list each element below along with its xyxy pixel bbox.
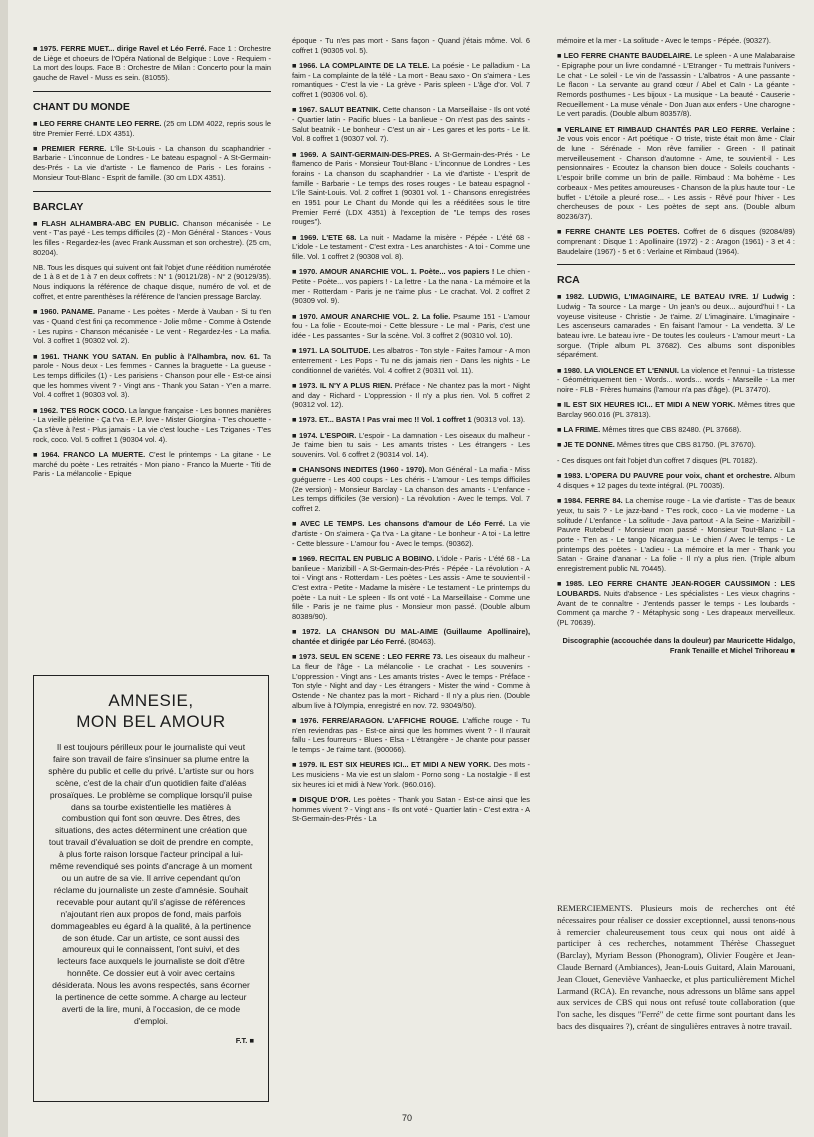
entry-title: 1983. L'OPERA DU PAUVRE pour voix, chant et orchestre. bbox=[564, 471, 772, 481]
entry-title: 1971. LA SOLITUDE. bbox=[298, 346, 371, 356]
bullet-square-icon: ■ bbox=[292, 519, 299, 529]
entry-text: Cette chanson - La Marseillaise - Ils ont voté - Quartier latin - Pacific blues - La banlieue - On n'est pas des saints - Salut beatnik - Le bonheur - C'est un air - Les gares et les ports - Le lit. Vol. 8 coffret 1 (90307 vol. 7). bbox=[292, 105, 530, 144]
section-rule bbox=[33, 191, 271, 192]
discography-entry bbox=[557, 400, 795, 419]
entry-text: C'est le printemps - La gitane - Le marché du poète - Les retraités - Mon piano - Franco la Muerte - Titi de Paris - La mélancolie - Epique bbox=[33, 449, 271, 479]
discography-entry bbox=[292, 36, 530, 55]
discography-entry bbox=[557, 292, 795, 360]
entry-text: La vie d'artiste - On s'aimera - Ça t'va - La gitane - Le bonheur - A toi - La lettre - Cette blessure - L'amour fou - Avec le temps. (90362). bbox=[292, 519, 530, 548]
entry-title: IL EST SIX HEURES ICI... ET MIDI A NEW YORK. bbox=[563, 400, 736, 410]
entry-title: 1966. LA COMPLAINTE DE LA TELE. bbox=[298, 60, 430, 70]
entry-title: 1980. LA VIOLENCE ET L'ENNUI. bbox=[563, 365, 679, 375]
entry-text: (90313 vol. 13). bbox=[471, 415, 526, 425]
entry-text: L'île St-Louis - La chanson du scaphandrier - Barbarie - L'inconnue de Londres - Le bateau espagnol - A St-Germain-des-Prés - La vie d'artiste - Le flamenco de Paris - Les forains - Monsieur Tout-Blanc - Esprit de famille. (30 cm LDX 4351). bbox=[33, 143, 271, 182]
entry-text: Des mots - Les musiciens - Ma vie est un slalom - Porno song - La nostalgie - Il est six heures ici et midi à New York. (960.016). bbox=[292, 760, 530, 789]
entry-text: Mêmes titres que CBS 82480. (PL 37668). bbox=[600, 425, 742, 435]
bullet-square-icon: ■ bbox=[557, 51, 562, 61]
discography-entry bbox=[557, 227, 795, 256]
discography-entry bbox=[33, 307, 271, 346]
discography-entry bbox=[292, 61, 530, 100]
entry-text: L'idole - Paris - L'été 68 - La banlieue - Marizibill - A St-Germain-des-Prés - Pépée - La révolution - A toi - Vingt ans - Rotterdam - Les poètes - Les assis - Ame te souvient-il - C'est extra - Petite - Madame la misère - Le testament - Le printemps du poète - La nuit - Le spleen - Ils ont voté - La Marseillaise - Comme une fille - Paris je ne t'aime plus - Monsieur mon passé. (Double album 80389/90). bbox=[292, 553, 530, 622]
bullet-square-icon: ■ bbox=[557, 440, 562, 450]
bullet-square-icon: ■ bbox=[292, 465, 297, 475]
bullet-square-icon: ■ bbox=[33, 44, 38, 53]
entry-title: JE TE DONNE. bbox=[563, 440, 615, 450]
bullet-square-icon: ■ bbox=[33, 449, 40, 459]
bullet-square-icon: ■ bbox=[557, 365, 562, 375]
entry-title: 1972. LA CHANSON DU MAL-AIME (Guillaume Apollinaire), chantée et dirigée par Léo Ferré. bbox=[292, 627, 530, 646]
bullet-square-icon: ■ bbox=[557, 124, 563, 134]
discography-entry bbox=[557, 579, 795, 628]
entry-title: 1961. THANK YOU SATAN. En public à l'Alhambra, nov. 61. bbox=[40, 351, 260, 361]
entry-title: 1973. IL N'Y A PLUS RIEN. bbox=[298, 380, 393, 390]
page-fold-shadow bbox=[0, 0, 8, 1137]
bullet-square-icon: ■ bbox=[292, 267, 297, 277]
discography-entry bbox=[557, 471, 795, 490]
entry-text: A St-Germain-des-Prés - Le flamenco de Paris - Monsieur Tout-Blanc - L'inconnue de Londres - Les forains - La chanson du scaphandrier - La vie d'artiste - L'esprit de famille - Barbarie - Le temps des roses rouges - Le bateau espagnol - L'île Saint-Louis. Vol. 2 coffret 1 (90301 vol. 1 - Chansons enregistrées en 1951 pour Le Chant du Monde qui les a rééditées sous le titre Premier Ferré (LDX 4351) à l'exception de "Le temps des roses rouges"). bbox=[292, 149, 530, 227]
entry-text: La poésie - Le palladium - La faim - La complainte de la télé - La mort - Beau saxo - On s'aimera - Les romantiques - C'est la vie - La grève - Paris spleen - L'âge d'or. Vol. 7 coffret 1 (90306 vol. 6). bbox=[292, 60, 530, 100]
discography-entry bbox=[292, 150, 530, 228]
bullet-square-icon: ■ bbox=[33, 307, 39, 317]
bullet-square-icon: ■ bbox=[33, 218, 40, 228]
discography-credits: Discographie (accouchée dans la douleur) par Mauricette Hidalgo, Frank Tenaille et Michel Trihoreau ■ bbox=[562, 635, 795, 655]
entry-title: 1979. IL EST SIX HEURES ICI... ET MIDI A NEW YORK. bbox=[298, 760, 492, 770]
discography-entry bbox=[292, 346, 530, 375]
entry-title: 1969. RECITAL EN PUBLIC A BOBINO. bbox=[298, 553, 435, 563]
entry-text: Ta parole - Nous deux - Les femmes - Cannes la braguette - La gueuse - Les temps difficiles (1) - Les parisiens - Chanson pour elle - Est-ce ainsi que les hommes vivent ? - Vingt ans - Thank you Satan - Y'en a marre. Vol. 4 coffret 1 (90303 vol. 3). bbox=[33, 351, 271, 400]
entry-text: Psaume 151 - L'amour fou - La folie - Ecoute-moi - Cette blessure - Le mal - Paris, c'est une idée - Les passantes - Sur la scène. Vol. 3 coffret 2 (90310 vol. 10). bbox=[292, 311, 530, 340]
entry-text: L'espoir - La damnation - Les oiseaux du malheur - Je t'aime bien tu sais - Les amants tristes - Les étrangers - Les souvenirs. Vol. 6 coffret 2 (90314 vol. 14). bbox=[292, 430, 530, 460]
entry-title: 1985. LEO FERRE CHANTE JEAN-ROGER CAUSSIMON : LES LOUBARDS. bbox=[557, 579, 795, 598]
bullet-square-icon: ■ bbox=[557, 400, 562, 410]
discography-entry bbox=[557, 366, 795, 395]
entry-title: AVEC LE TEMPS. Les chansons d'amour de Léo Ferré. bbox=[300, 519, 505, 529]
entry-title: 1973. ET... BASTA ! Pas vrai mec !! Vol. 1 coffret 1 bbox=[298, 415, 472, 425]
bullet-square-icon: ■ bbox=[292, 346, 297, 356]
discography-note: - Ces disques ont fait l'objet d'un coffret 7 disques (PL 70182). bbox=[557, 455, 758, 465]
discography-entry bbox=[292, 105, 530, 144]
bullet-square-icon: ■ bbox=[292, 715, 299, 725]
bullet-square-icon: ■ bbox=[557, 579, 564, 589]
section-title: CHANT DU MONDE bbox=[33, 100, 130, 113]
entry-title: 1969. A SAINT-GERMAIN-DES-PRES. bbox=[299, 149, 432, 159]
bullet-square-icon: ■ bbox=[557, 227, 564, 237]
discography-entry bbox=[33, 44, 271, 83]
bullet-square-icon: ■ bbox=[292, 149, 298, 159]
discography-entry bbox=[557, 36, 795, 46]
entry-text: époque - Tu n'es pas mort - Sans façon - Quand j'étais môme. Vol. 6 coffret 1 (90305 vol. 5). bbox=[292, 36, 530, 55]
entry-text: Ludwig - Ta source - La marge - Un jean's ou deux... aujourd'hui ! - La voyeuse visiteuse - Christie - Je t'aime. 2/ L'imaginaire. L'imaginaire - Les ascenseurs camarades - En faisant l'amour - La vendetta. 3/ Le bateau ivre. Le bateau ivre - De toutes les couleurs - L'amour meurt - La sorgue. (Triple album PL 37682). Ces albums sont disponibles séparément. bbox=[557, 301, 795, 360]
discography-entry bbox=[33, 406, 271, 445]
entry-text: Album 4 disques + 12 pages du texte intégral. (PL 70035). bbox=[557, 471, 795, 490]
discography-entry bbox=[33, 352, 271, 401]
section-title: BARCLAY bbox=[33, 200, 84, 213]
discography-entry bbox=[292, 312, 530, 341]
page-number: 70 bbox=[401, 1113, 412, 1123]
entry-text: Le chien - Petite - Poète... vos papiers ! - La lettre - La the nana - La mémoire et la mer - Rotterdam - Paris je ne t'aime plus - Le crachat. Vol. 2 coffret 2 (90309 vol. 9). bbox=[292, 267, 530, 306]
discography-entry bbox=[557, 125, 795, 222]
acknowledgements: REMERCIEMENTS. Plusieurs mois de recherches ont été nécessaires pour réaliser ce dossier exceptionnel, aussi tenons-nous à remercier chaleureusement tous ceux qui nous ont aidé à participer à ces recherches, notamment Thérèse Chasseguet (Barclay), Myriam Besson (Phonogram), Olivier Fougère et Jean-Claude Bernard (Ambiances), Jean-Louis Guitard, Alain Marouani, Jean Clouet, Geneviève Vanhaecke, et plus particulièrement Michel Larmand (RCA). En revanche, nous adressons un blâme sans appel aux services de CBS qui nous ont refusé toute collaboration (que l'on sache, les disques "Ferré" de cette firme sont pourtant dans les bacs des disquaires ?), créant de singulières entraves à notre travail. bbox=[557, 903, 795, 1031]
entry-text: Les albatros - Ton style - Faites l'amour - A mon enterrement - Les Pops - Tu ne dis jamais rien - Dans les nights - Le conditionnel de variétés. Vol. 4 coffret 2 (90311 vol. 11). bbox=[292, 346, 530, 375]
discography-entry bbox=[292, 415, 530, 425]
discography-entry bbox=[33, 144, 271, 183]
column-middle bbox=[292, 36, 530, 1107]
section-rule bbox=[33, 91, 271, 92]
bullet-square-icon: ■ bbox=[292, 760, 297, 770]
bullet-square-icon: ■ bbox=[292, 627, 301, 637]
entry-text: Le spleen - A une Malabaraise - Epigraphe pour un livre condamné - L'Etranger - Tu mettrais l'univers - Le chat - Le soleil - Le vin de l'assassin - L'albatros - A une passante - Le flacon - La servante au grand cœur / Abel et Caïn - La géante - Remords posthumes - Les bijoux - La musique - La beauté - Causerie - Recueillement - La muse vénale - Don Juan aux enfers - Une charogne - Le vert paradis. (Double album 80357/8). bbox=[557, 51, 795, 119]
entry-title: 1964. FRANCO LA MUERTE. bbox=[41, 449, 146, 459]
entry-title: FLASH ALHAMBRA-ABC EN PUBLIC. bbox=[41, 218, 179, 228]
entry-title: CHANSONS INEDITES (1960 - 1970). bbox=[298, 465, 427, 475]
bullet-square-icon: ■ bbox=[33, 118, 38, 128]
bullet-square-icon: ■ bbox=[292, 311, 298, 321]
bullet-square-icon: ■ bbox=[292, 794, 298, 804]
entry-text: Face 1 : Orchestre de Liège et choeurs de l'Opéra National de Belgique : Love - Requiem - La mort des loups. Face B : Orchestre de Milan : Concerto pour la main gauche de Ravel - Muss es sein. (81055). bbox=[33, 44, 271, 83]
bullet-square-icon: ■ bbox=[292, 105, 297, 115]
section-rule bbox=[557, 264, 795, 265]
entry-text: Mêmes titres que CBS 81750. (PL 37670). bbox=[614, 440, 756, 450]
discography-entry bbox=[33, 119, 271, 138]
entry-text: Les oiseaux du malheur - La fleur de l'âge - La mélancolie - Le crachat - Les souvenirs - L'oppression - Vingt ans - Les amants tristes - Avec le temps - Préface - Ton style - Night and day - Les étrangers - Mister the wind - Comme à Ostende - Ne chantez pas la mort - Richard - Il n'y a plus rien. (Double album live à l'Olympia, enregistré en nov. 72. 93049/50). bbox=[292, 652, 530, 710]
entry-title: 1960. PANAME. bbox=[40, 307, 95, 317]
entry-title: 1970. AMOUR ANARCHIE VOL. 2. La folie. bbox=[299, 311, 451, 321]
discography-entry bbox=[557, 440, 795, 450]
sidebar-box-amnesie bbox=[33, 675, 269, 1102]
entry-title: 1976. FERRE/ARAGON. L'AFFICHE ROUGE. bbox=[300, 715, 459, 725]
signature-text: F.T. bbox=[235, 1035, 248, 1045]
bullet-square-icon: ■ bbox=[292, 232, 298, 242]
entry-title: 1975. FERRE MUET... dirige Ravel et Léo Ferré. bbox=[39, 44, 207, 53]
entry-text: Mon Général - La mafia - Miss guéguerre - Les 400 coups - Les chéris - L'amour - Les temps difficiles (2e version) - Monsieur Barclay - La chanson des amants - L'enfance - Les temps difficiles (3e version) - La révolution - Avec le temps. Vol. 7 coffret 2. bbox=[292, 465, 530, 514]
discography-entry bbox=[292, 652, 530, 710]
bullet-square-icon: ■ bbox=[292, 60, 297, 70]
entry-title: 1974. L'ESPOIR. bbox=[298, 430, 357, 440]
entry-text: La violence et l'ennui - La tristesse - Géométriquement tien - Words... words... words - Marseille - La mer noire - FLB - Frères humains (l'amour n'a pas d'âge). (PL 37470). bbox=[557, 365, 795, 395]
entry-text: Préface - Ne chantez pas la mort - Night and day - Richard - L'oppression - Il n'y a plus rien. Vol. 5 coffret 2 (90312 vol. 12). bbox=[292, 380, 530, 410]
entry-title: PREMIER FERRE. bbox=[41, 143, 107, 153]
discography-entry bbox=[292, 795, 530, 824]
bullet-square-icon: ■ bbox=[292, 430, 297, 440]
discography-entry bbox=[557, 425, 795, 435]
entry-title: 1969. L'ETE 68. bbox=[299, 232, 357, 242]
sidebar-box-body: Il est toujours périlleux pour le journaliste qui veut faire son travail de faire s'insinuer sa plume entre la sphère du public et celle du privé. L'artiste sur ou hors scène, c'est de la chair d'un quotidien faite d'aléas prosaïques. Le problème se complique lorsqu'il puise dans sa tourbe existentielle les matières à combustion qui font son œuvre. Des êtres, des situations, des actes déterminent une création que tout travail d'évaluation se doit de prendre en compte, à plus forte raison lorsque l'acteur principal a lui-même revendiqué ses points d'ancrage à un moment ou un autre de sa vie. Il arrive cependant qu'on réclame du journaliste un zeste d'amnésie. Souhait recevable pour autant qu'il s'agisse de références n'ajoutant rien aux propos de fond, mais parfois dommageables eu égard à la qualité, à la pertinence de son étude. Car un artiste, ce sont aussi des amoureux qui le connaissent, l'ont suivi, et des lecteurs face auxquels le journaliste se doit d'être honnête. Ce dossier eut à voir avec certains désiderata. Nous les avons respectés, sans écorner la pertinence de cette somme. A charge au lecteur averti de la lire, muni, à l'occasion, de ce mode d'emploi. bbox=[48, 742, 254, 1026]
bullet-square-icon: ■ bbox=[292, 415, 297, 425]
entry-title: LA FRIME. bbox=[563, 425, 601, 435]
discography-entry bbox=[292, 431, 530, 460]
entry-text: (80463). bbox=[406, 636, 436, 646]
entry-text: Mêmes titres que Barclay 960.016 (PL 37813). bbox=[557, 400, 795, 419]
sidebar-box-title-line2: MON BEL AMOUR bbox=[76, 712, 226, 731]
entry-title: 1967. SALUT BEATNIK. bbox=[298, 105, 381, 115]
entry-title: 1962. T'ES ROCK COCO. bbox=[39, 405, 127, 415]
discography-entry bbox=[292, 465, 530, 514]
entry-text: Nuits d'absence - Les spécialistes - Les vieux chagrins - Avant de te connaître - J'entends passer le temps - Les loubards - Comment ça marche ? - Métaphysic song - Les drapeaux merveilleux. (PL 70639). bbox=[557, 588, 795, 628]
entry-text: La nuit - Madame la misère - Pépée - L'été 68 - L'idole - Le testament - C'est extra - Les anarchistes - A toi - Comme une fille. Vol. 1 coffret 2 (90308 vol. 8). bbox=[292, 232, 530, 262]
bullet-square-icon: ■ bbox=[33, 143, 40, 153]
entry-text: (25 cm LDM 4022, repris sous le titre Premier Ferré. LDX 4351). bbox=[33, 118, 271, 138]
bullet-square-icon: ■ bbox=[557, 425, 562, 435]
discography-entry bbox=[292, 760, 530, 789]
bullet-square-icon: ■ bbox=[557, 292, 564, 302]
entry-title: 1970. AMOUR ANARCHIE VOL. 1. Poète... vos papiers ! bbox=[298, 267, 495, 277]
entry-text: mémoire et la mer - La solitude - Avec le temps - Pépée. (90327). bbox=[557, 36, 771, 45]
sidebar-box-title-line1: AMNESIE, bbox=[108, 691, 194, 710]
entry-title: 1982. LUDWIG, L'IMAGINAIRE, LE BATEAU IVRE. 1/ Ludwig : bbox=[565, 292, 795, 302]
bullet-square-icon: ■ bbox=[557, 471, 563, 481]
entry-title: LEO FERRE CHANTE BAUDELAIRE. bbox=[563, 51, 693, 61]
bullet-square-icon: ■ bbox=[292, 652, 297, 662]
discography-entry bbox=[292, 381, 530, 410]
discography-note: NB. Tous les disques qui suivent ont fait l'objet d'une réédition numérotée de 1 à 8 et de 1 à 7 en deux coffrets : N° 1 (90121/28) - N° 2 (90129/35). Nous indiquons la référence de chaque disque, numéro de vol. et de coffret, et entre parenthèses la référence de l'ancien pressage Barclay. bbox=[33, 262, 271, 301]
entry-title: 1984. FERRE 84. bbox=[563, 496, 623, 506]
discography-entry bbox=[292, 716, 530, 755]
bullet-square-icon: ■ bbox=[33, 351, 39, 361]
discography-entry bbox=[292, 519, 530, 548]
entry-text: Paname - Les poètes - Merde à Vauban - Si tu t'en vas - Quand c'est fini ça recommence - Jolie môme - Comme à Ostende - Les rupins - Chanson mécanisée - Le vent - Regardez-les - La mafia. Vol. 3 coffret 1 (90302 vol. 2). bbox=[33, 307, 271, 346]
discography-entry bbox=[33, 219, 271, 258]
entry-text: Les poètes - Thank you Satan - Est-ce ainsi que les hommes vivent ? - Vingt ans - Ils ont voté - Quartier latin - C'est extra - A St-Germain-des-Prés - La bbox=[292, 794, 530, 824]
entry-text: L'affiche rouge - Tu n'en reviendras pas - Est-ce ainsi que les hommes vivent ? - Il n'aurait fallu - Les fourreurs - Blues - Elsa - L'étrangère - Je chante pour passer le temps - Je t'aime tant. (900066). bbox=[292, 715, 530, 754]
entry-text: La chemise rouge - La vie d'artiste - T'as de beaux yeux, tu sais ? - Le jazz-band - T'es rock, coco - La vie moderne - La solitude / L'enfance - La solitude - Java partout - A la Seine - Marizibill - Pauvre Rutebeuf - Monsieur mon passé - Monsieur Tout-Blanc - La porte - T'en as - Le tango Nicaragua - Le chien / Avec le temps - Le printemps des poètes - L'adieu - La mémoire et la mer - Thank you Satan - Graine d'ananar - La folie - Il n'y a plus rien. (Triple album enregistrement public NL 70445). bbox=[557, 496, 795, 574]
discography-entry bbox=[292, 267, 530, 306]
discography-entry bbox=[557, 496, 795, 574]
entry-text: La langue française - Les bonnes manières - La vieille pèlerine - Ça t'va - E.P. love - Mister Giorgina - T'es chouette - Ça s'lève à l'est - Plus jamais - La vie c'est louche - Les Tziganes - T'es rock, coco. Vol. 5 coffret 1 (90304 vol. 4). bbox=[33, 405, 271, 444]
entry-title: VERLAINE ET RIMBAUD CHANTÉS PAR LEO FERRE. Verlaine : bbox=[564, 124, 795, 134]
discography-entry bbox=[292, 627, 530, 646]
discography-entry bbox=[33, 450, 271, 479]
section-title: RCA bbox=[557, 274, 580, 287]
discography-entry bbox=[292, 233, 530, 262]
bullet-square-icon: ■ bbox=[33, 405, 38, 415]
entry-title: FERRE CHANTE LES POETES. bbox=[565, 227, 680, 237]
bullet-square-icon: ■ bbox=[292, 553, 297, 563]
entry-title: DISQUE D'OR. bbox=[299, 794, 351, 804]
sidebar-box-signature: F.T. ■ bbox=[235, 1035, 254, 1045]
entry-title: 1973. SEUL EN SCENE : LEO FERRE 73. bbox=[298, 652, 443, 662]
bullet-square-icon: ■ bbox=[292, 380, 297, 390]
sidebar-box-title bbox=[48, 690, 254, 732]
discography-entry bbox=[557, 51, 795, 119]
credits-text: Discographie (accouchée dans la douleur) par Mauricette Hidalgo, Frank Tenaille et Michel Trihoreau bbox=[562, 635, 795, 655]
entry-text: Coffret de 6 disques (92084/89) comprenant : Disque 1 : Apollinaire (1972) - 2 : Aragon (1961) - 3 et 4 : Baudelaire (1967) - 5 et 6 : Verlaine et Rimbaud (1964). bbox=[557, 227, 795, 256]
entry-text: Je vous vois encor - Art poétique - O triste, triste était mon âme - Clair de lune - Sérénade - Mon rêve familier - Green - Il patinait merveilleusement - Chanson d'automne - Ame, te souvient-il - Les pensionnaires - Ecoutez la chanson bien douce - Soleils couchants - L'espoir brille comme un brin de paille. Rimbaud : Ma bohème - Les corbeaux - Mes petites amoureuses - Chanson de la plus haute tour - Le buffet - L'étoile a pleuré rose... - Les assis - Rêvé pour l'hiver - Les chercheuses de poux - Les poètes de sept ans. (Double album 80236/37). bbox=[557, 134, 795, 221]
entry-text: Chanson mécanisée - Le vent - T'as payé - Les temps difficiles (2) - Mon Général - Stances - Vous les filles - Regardez-les (avec Frank Aussman et son orchestre). (25 cm, 80204). bbox=[33, 218, 271, 257]
bullet-square-icon: ■ bbox=[557, 496, 562, 506]
entry-title: LEO FERRE CHANTE LEO FERRE. bbox=[39, 118, 162, 128]
discography-entry bbox=[292, 554, 530, 622]
